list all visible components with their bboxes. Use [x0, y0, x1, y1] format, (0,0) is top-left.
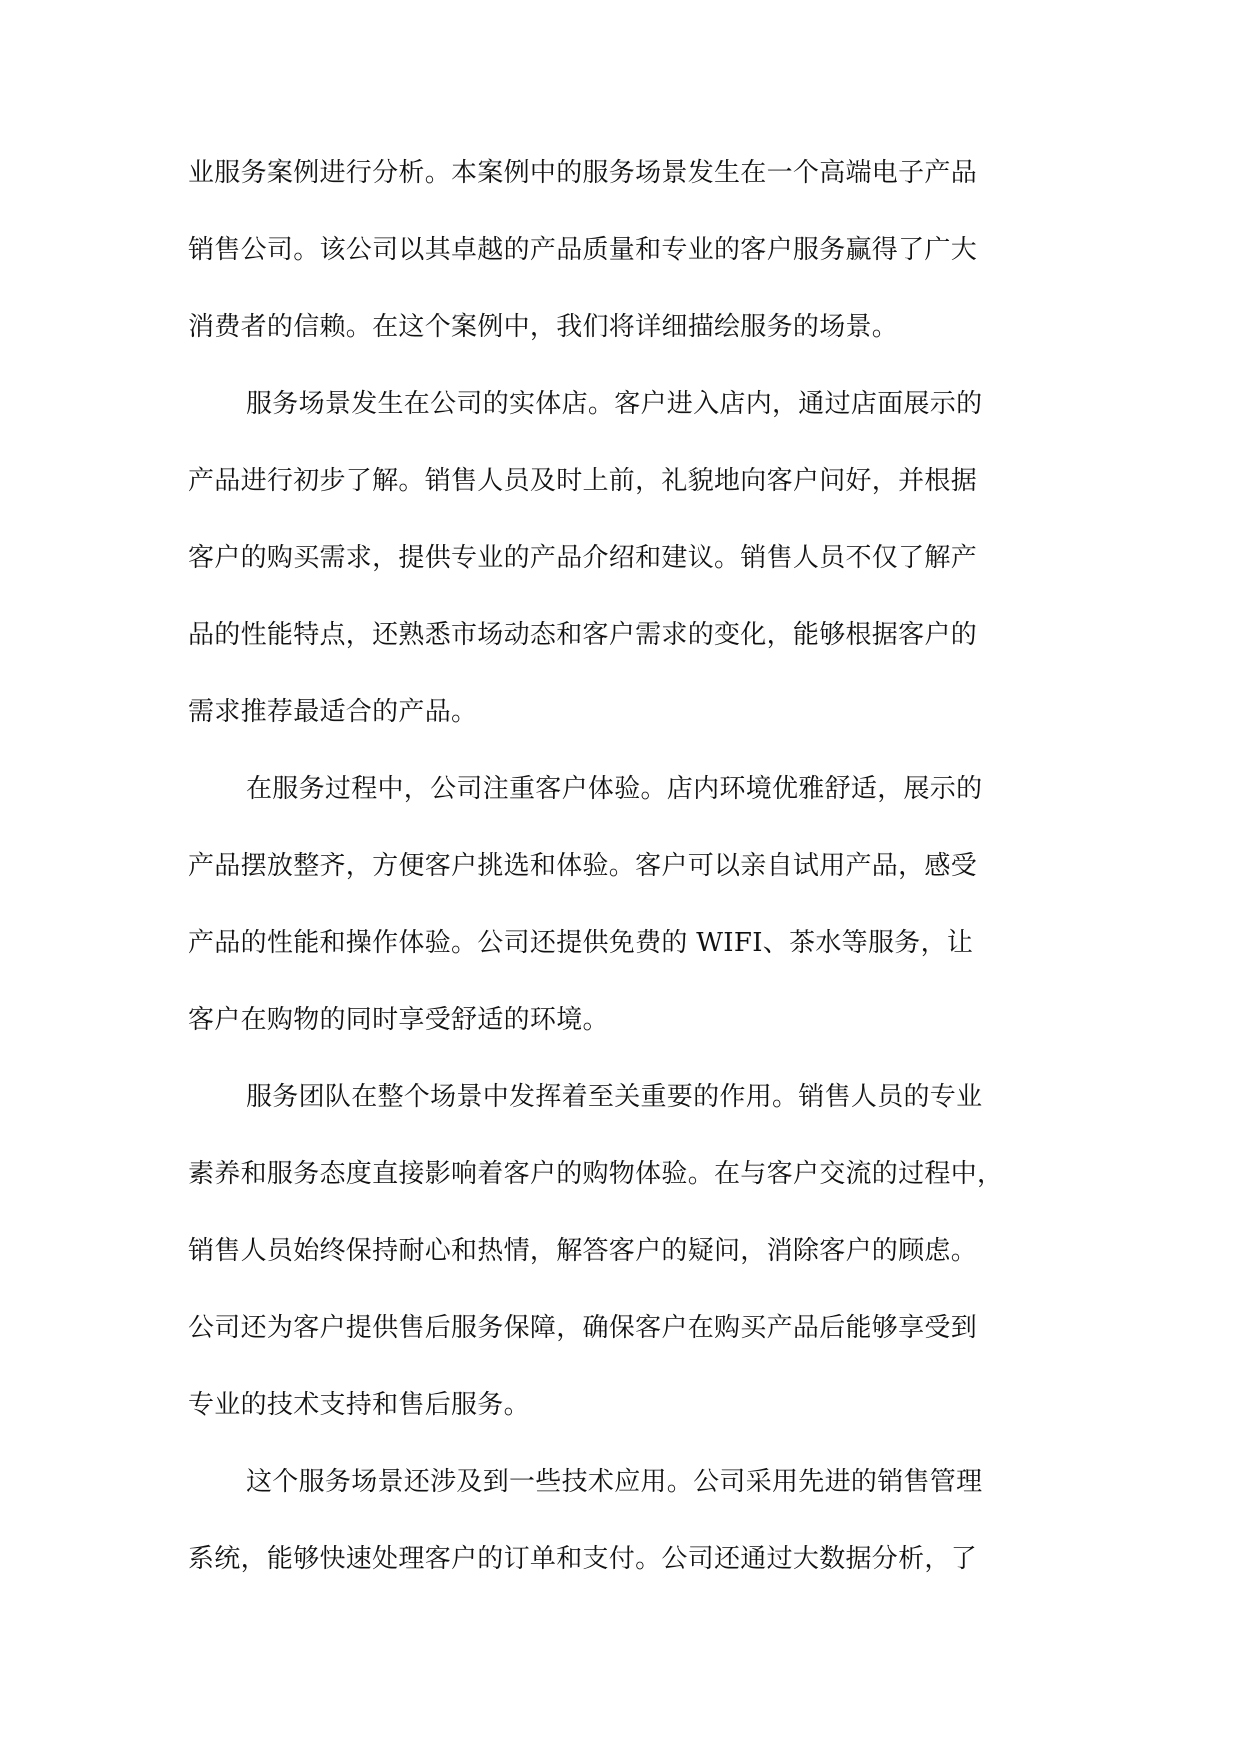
text-line: 在服务过程中，公司注重客户体验。店内环境优雅舒适，展示的 — [246, 774, 983, 804]
text-line: 产品摆放整齐，方便客户挑选和体验。客户可以亲自试用产品，感受 — [188, 851, 978, 881]
text-line: 服务团队在整个场景中发挥着至关重要的作用。销售人员的专业 — [246, 1082, 983, 1112]
document-body — [188, 141, 1058, 1604]
text-line: 服务场景发生在公司的实体店。客户进入店内，通过店面展示的 — [246, 389, 983, 419]
text-line: 产品的性能和操作体验。公司还提供免费的 WIFI、茶水等服务，让 — [188, 928, 974, 958]
text-line: 品的性能特点，还熟悉市场动态和客户需求的变化，能够根据客户的 — [188, 620, 978, 650]
text-line: 公司还为客户提供售后服务保障，确保客户在购买产品后能够享受到 — [188, 1313, 978, 1343]
paragraph — [188, 1450, 1058, 1604]
text-line: 客户在购物的同时享受舒适的环境。 — [188, 1005, 609, 1035]
text-line: 需求推荐最适合的产品。 — [188, 697, 478, 727]
text-line: 这个服务场景还涉及到一些技术应用。公司采用先进的销售管理 — [246, 1467, 983, 1497]
text-line: 产品进行初步了解。销售人员及时上前，礼貌地向客户问好，并根据 — [188, 466, 978, 496]
text-line: 素养和服务态度直接影响着客户的购物体验。在与客户交流的过程中， — [188, 1159, 1004, 1189]
text-line: 业服务案例进行分析。本案例中的服务场景发生在一个高端电子产品 — [188, 158, 978, 188]
text-line: 销售公司。该公司以其卓越的产品质量和专业的客户服务赢得了广大 — [188, 235, 978, 265]
paragraph — [188, 372, 1058, 757]
text-line: 客户的购买需求，提供专业的产品介绍和建议。销售人员不仅了解产 — [188, 543, 978, 573]
paragraph — [188, 1065, 1058, 1450]
paragraph — [188, 757, 1058, 1065]
text-line: 系统，能够快速处理客户的订单和支付。公司还通过大数据分析，了 — [188, 1544, 978, 1574]
text-line: 销售人员始终保持耐心和热情，解答客户的疑问，消除客户的顾虑。 — [188, 1236, 978, 1266]
paragraph — [188, 141, 1058, 372]
text-line: 专业的技术支持和售后服务。 — [188, 1390, 530, 1420]
text-line: 消费者的信赖。在这个案例中，我们将详细描绘服务的场景。 — [188, 312, 899, 342]
